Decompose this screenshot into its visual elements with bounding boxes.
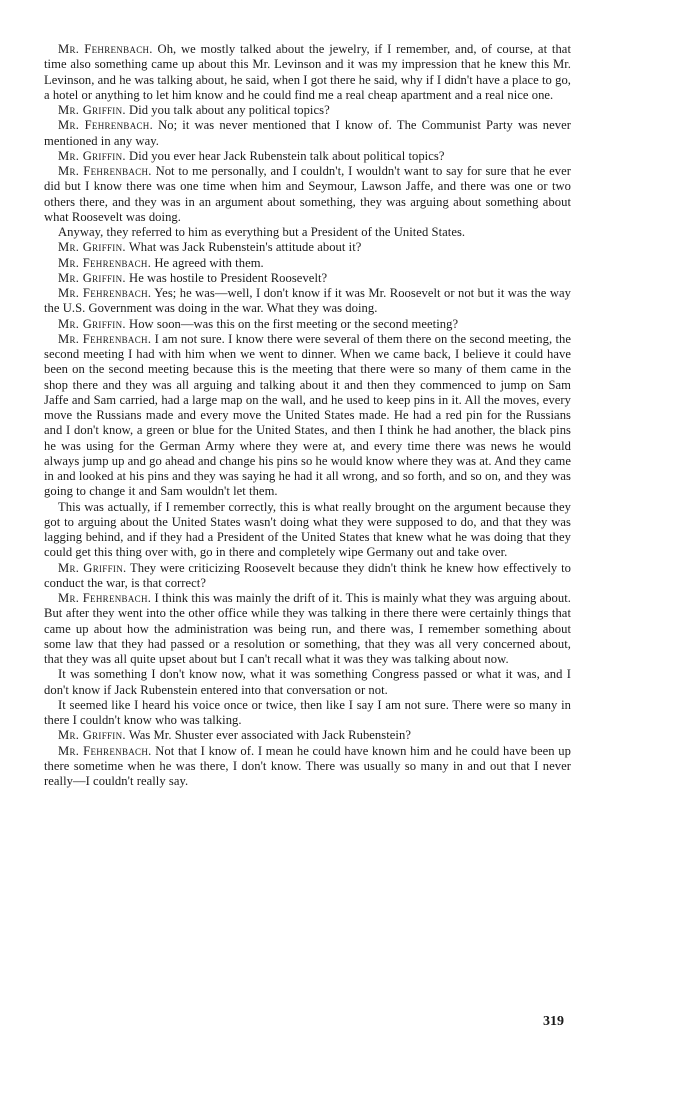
paragraph-text: I think this was mainly the drift of it. This is mainly what they was arguing about. But after they went into the other office while they was talking in there there were certainly things that came up about how the administration was being run, and there was, I remember something about some law that they had passed or a resolution or something, that they was all very concerned about, that they was all quite upset about but I can't recall what it was they was talking about now. — [44, 591, 571, 666]
paragraph-text: Did you ever hear Jack Rubenstein talk about political topics? — [125, 148, 445, 163]
paragraph-text: It was something I don't know now, what it was something Congress passed or what it was, and I don't know if Jack Rubenstein entered into that conversation or not. — [44, 667, 571, 697]
paragraph — [44, 164, 571, 225]
paragraph-text: Was Mr. Shuster ever associated with Jack Rubenstein? — [125, 728, 411, 743]
paragraph-text: I am not sure. I know there were several of them there on the second meeting, the second meeting I had with him when we went to dinner. When we came back, I believe it could have been on the second meeting because this is the meeting that there were so many of them came in the shop there and they was all arguing and talking about it and then they commenced to jump on Sam Jaffe and Sam carried, had a large map on the wall, and he used to keep pins in it. All the moves, every move the Russians made and every move the United States made. He had a red pin for the Russians and I don't know, a green or blue for the United States, and then I think he had another, the black pins he was using for the German Army where they were at, and every time there was news he would always jump up and go ahead and change his pins so he would know where they was at. And they came in and looked at his pins and they was saying he had it all wrong, and so forth, and so on, and they was going to change it and Sam wouldn't let them. — [44, 331, 572, 499]
speaker-label: Mr. Fehrenbach. — [58, 164, 152, 178]
paragraph-text: No; it was never mentioned that I know of. The Communist Party was never mentioned in any way. — [44, 118, 571, 148]
paragraph — [44, 500, 571, 561]
paragraph — [44, 225, 571, 240]
speaker-label: Mr. Griffin. — [58, 560, 127, 575]
paragraph — [44, 286, 571, 317]
paragraph — [44, 240, 571, 255]
speaker-label: Mr. Griffin. — [58, 103, 126, 117]
paragraph-text: Did you talk about any political topics? — [125, 103, 330, 117]
paragraph-text: What was Jack Rubenstein's attitude about it? — [125, 240, 362, 255]
paragraph-text: It seemed like I heard his voice once or twice, then like I say I am not sure. There were so many in there I couldn't know who was talking. — [44, 697, 571, 727]
paragraph-text: Yes; he was—well, I don't know if it was Mr. Roosevelt or not but it was the way the U.S. Government was doing in the war. What they was doing. — [44, 286, 571, 316]
paragraph — [44, 103, 571, 118]
paragraph-text: Not to me personally, and I couldn't, I wouldn't want to say for sure that he ever did but I know there was one time when him and Seymour, Lawson Jaffe, and there was one or two others there, and they was in an argument about something, they was arguing about something about what Roosevelt was doing. — [44, 164, 571, 224]
speaker-label: Mr. Fehrenbach. — [58, 255, 152, 270]
paragraph — [44, 698, 571, 729]
paragraph-text: Not that I know of. I mean he could have known him and he could have been up there sometime when he was there, I don't know. There was usually so many in and out that I never really—I couldn't really say. — [44, 743, 571, 788]
paragraph — [44, 728, 571, 743]
paragraph — [44, 256, 571, 271]
speaker-label: Mr. Fehrenbach. — [58, 42, 153, 56]
paragraph — [44, 271, 571, 286]
paragraph-text: He agreed with them. — [151, 255, 264, 270]
paragraph — [44, 149, 571, 164]
speaker-label: Mr. Fehrenbach. — [58, 591, 152, 605]
paragraph-text: They were criticizing Roosevelt because they didn't think he knew how effectively to conduct the war, is that correct? — [44, 560, 571, 590]
speaker-label: Mr. Griffin. — [58, 316, 126, 331]
transcript-page — [44, 42, 571, 789]
paragraph-text: He was hostile to President Roosevelt? — [125, 270, 328, 285]
speaker-label: Mr. Fehrenbach. — [58, 743, 152, 758]
paragraph-text: How soon—was this on the first meeting or the second meeting? — [125, 316, 459, 331]
paragraph — [44, 118, 571, 149]
speaker-label: Mr. Fehrenbach. — [58, 118, 154, 133]
paragraph-text: Anyway, they referred to him as everything but a President of the United States. — [58, 225, 466, 239]
speaker-label: Mr. Griffin. — [58, 728, 126, 743]
speaker-label: Mr. Griffin. — [58, 148, 126, 163]
page-number: 319 — [543, 1014, 564, 1029]
paragraph — [44, 591, 571, 667]
paragraph — [44, 42, 571, 103]
speaker-label: Mr. Fehrenbach. — [58, 286, 152, 300]
speaker-label: Mr. Griffin. — [58, 240, 126, 255]
paragraph — [44, 667, 571, 698]
paragraph — [44, 317, 571, 332]
paragraph — [44, 744, 571, 790]
paragraph — [44, 332, 571, 500]
speaker-label: Mr. Fehrenbach. — [58, 331, 152, 346]
paragraph-text: This was actually, if I remember correctly, this is what really brought on the argument because they got to arguing about the United States wasn't doing what they were supposed to do, and that they was lagging behind, and if they had a President of the United States that knew what he was doing that they could get this thing over with, go in there and completely wipe Germany out and take over. — [44, 499, 571, 560]
paragraph — [44, 561, 571, 592]
speaker-label: Mr. Griffin. — [58, 270, 126, 285]
paragraph-text: Oh, we mostly talked about the jewelry, if I remember, and, of course, at that time also something came up about this Mr. Levinson and it was my impression that he knew this Mr. Levinson, and he was talking about, he said, when I got there he said, why if I didn't have a place to go, a hotel or anything to let him know and he could find me a real cheap apartment and a real nice one. — [44, 42, 571, 102]
